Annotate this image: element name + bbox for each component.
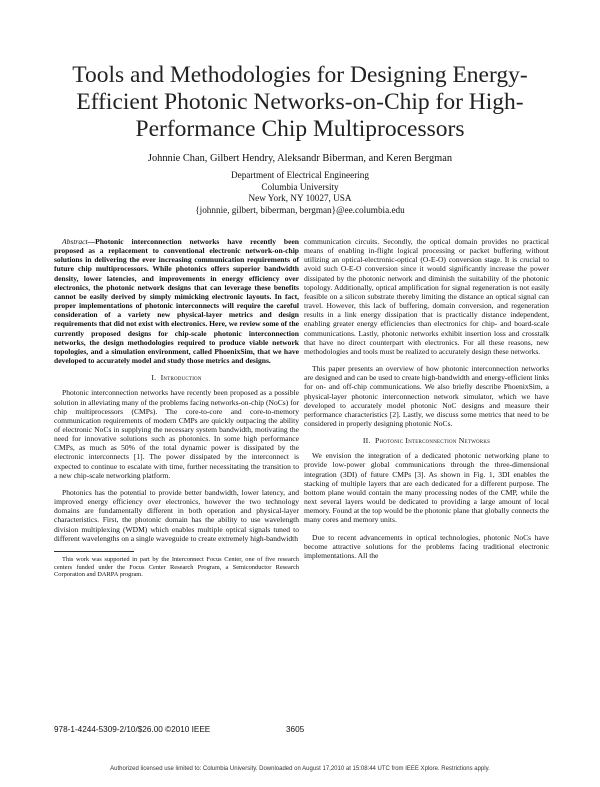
funding-footnote: This work was supported in part by the Interconnect Focus Center, one of five research centers funded under the Focus Center Research Program, a Semiconductor Research Corporation and DARPA program.: [54, 555, 299, 579]
abstract: [54, 237, 299, 365]
section2-paragraph-1: We envision the integration of a dedicated photonic networking plane to provide low-power global communications through the three-dimensional integration (3DI) of future CMPs [3]. As shown in Fig. 1, 3DI enables the stacking of multiple layers that are each dedicated for a different purpose. The bottom plane would contain the many processing nodes of the CMP, while the next several layers would be dedicated to providing a large amount of local memory. Found at the top would be the photonic plane that globally connects the many cores and memory units.: [304, 451, 549, 525]
intro-paragraph-4: This paper presents an overview of how photonic interconnection networks are designed and can be used to create high-bandwidth and energy-efficient links for on- and off-chip communications. We also briefly describe PhoenixSim, a physical-layer photonic interconnection network simulator, which we have developed to accurately model photonic NoC designs and measure their performance characteristics [2]. Lastly, we discuss some metrics that need to be considered in properly designing photonic NoCs.: [304, 364, 549, 428]
intro-paragraph-2: Photonics has the potential to provide better bandwidth, lower latency, and improved energy efficiency over electronics, however the two technology domains are fundamentally different in both operation and physical-layer characteristics. First, the photonic domain has the ability to use wavelength division multiplexing (WDM) which enables multiple optical signals tuned to different wavelengths on a single waveguide to create extremely high-bandwidth: [54, 487, 299, 543]
section-number: I.: [151, 373, 157, 383]
intro-paragraph-1: Photonic interconnection networks have recently been proposed as a possible solution in alleviating many of the problems facing networks-on-chip (NoCs) for chip multiprocessors (CMPs). The core-to-core and core-to-memory communication requirements of modern CMPs are quickly outpacing the ability of electronic NoCs in supplying the necessary system bandwidth, motivating the need for innovative solutions such as photonics. In some high performance CMPs, as much as 50% of the total dynamic power is dissipated by the electronic interconnects [1]. The power dissipated by the interconnect is expected to continue to escalate with time, further necessitating the transition to a new chip-scale networking platform.: [54, 388, 299, 480]
section2-paragraph-2: Due to recent advancements in optical technologies, photonic NoCs have become attractive solutions for the problems facing traditional electronic implementations. All the: [304, 532, 549, 560]
intro-paragraph-3: communication circuits. Secondly, the optical domain provides no practical means of enabling in-flight logical processing or packet buffering without utilizing an optical-electronic-optical (O-E-O) conversion stage. It is crucial to avoid such O-E-O conversion since it would significantly increase the power dissipated by the photonic network and diminish the suitability of the photonic topology. Additionally, optical amplification for signal regeneration is not easily feasible on a silicon substrate thereby limiting the distance an optical signal can travel. However, this lack of buffering, domain conversion, and regeneration results in a link energy dissipation that is practically distance independent, enabling greater energy efficiencies than electronics for chip- and board-scale communications. Lastly, photonic networks exhibit insertion loss and crosstalk that have no direct counterpart with electronics. For all these reasons, new methodologies and tools must be realized to accurately design these networks.: [304, 237, 549, 356]
section-heading-introduction: [54, 373, 299, 382]
left-column: [54, 237, 299, 587]
affiliation-block: [40, 170, 560, 216]
department: Department of Electrical Engineering: [230, 170, 369, 180]
author-list: Johnnie Chan, Gilbert Hendry, Aleksandr Biberman, and Keren Bergman: [147, 153, 453, 164]
section-number: II.: [362, 436, 371, 446]
page-number: 3605: [286, 725, 305, 734]
section-title: Photonic Interconnection Networks: [374, 436, 491, 446]
paper-title: Tools and Methodologies for Designing Energy-Efficient Photonic Networks-on-Chip for High-Performance Chip Multiprocessors: [72, 62, 528, 142]
city: New York, NY 10027, USA: [248, 193, 352, 204]
abstract-label: Abstract: [62, 237, 88, 246]
author-emails: {johnnie, gilbert, biberman, bergman}@ee.columbia.edu: [195, 204, 405, 215]
isbn-copyright: 978-1-4244-5309-2/10/$26.00 ©2010 IEEE: [54, 725, 211, 734]
footnote-divider: [54, 551, 134, 552]
right-column: [304, 237, 549, 568]
abstract-text: —Photonic interconnection networks have recently been proposed as a replacement to conventional electronic network-on-chip solutions in delivering the ever increasing communication requirements of future chip multiprocessors. While photonics offers superior bandwidth density, lower latencies, and improvements in energy efficiency over electronics, the photonic network designs that can leverage these benefits cannot be easily derived by simply mimicking electronic layouts. In fact, proper implementations of photonic interconnects will require the careful consideration of a variety new physical-layer metrics and design requirements that did not exist with electronics. Here, we review some of the currently proposed designs for chip-scale photonic interconnection networks, the design methodologies required to produce viable network topologies, and a simulation environment, called PhoenixSim, that we have developed to accurately model and study those metrics and designs.: [54, 237, 299, 366]
section-title: Introduction: [160, 373, 202, 383]
university: Columbia University: [261, 181, 339, 192]
license-notice: Authorized licensed use limited to: Columbia University. Downloaded on August 17,2010 at 15:08:44 UTC from IEEE Xplore. Restrictions apply.: [110, 766, 490, 772]
section-heading-photonic-networks: [304, 436, 549, 445]
